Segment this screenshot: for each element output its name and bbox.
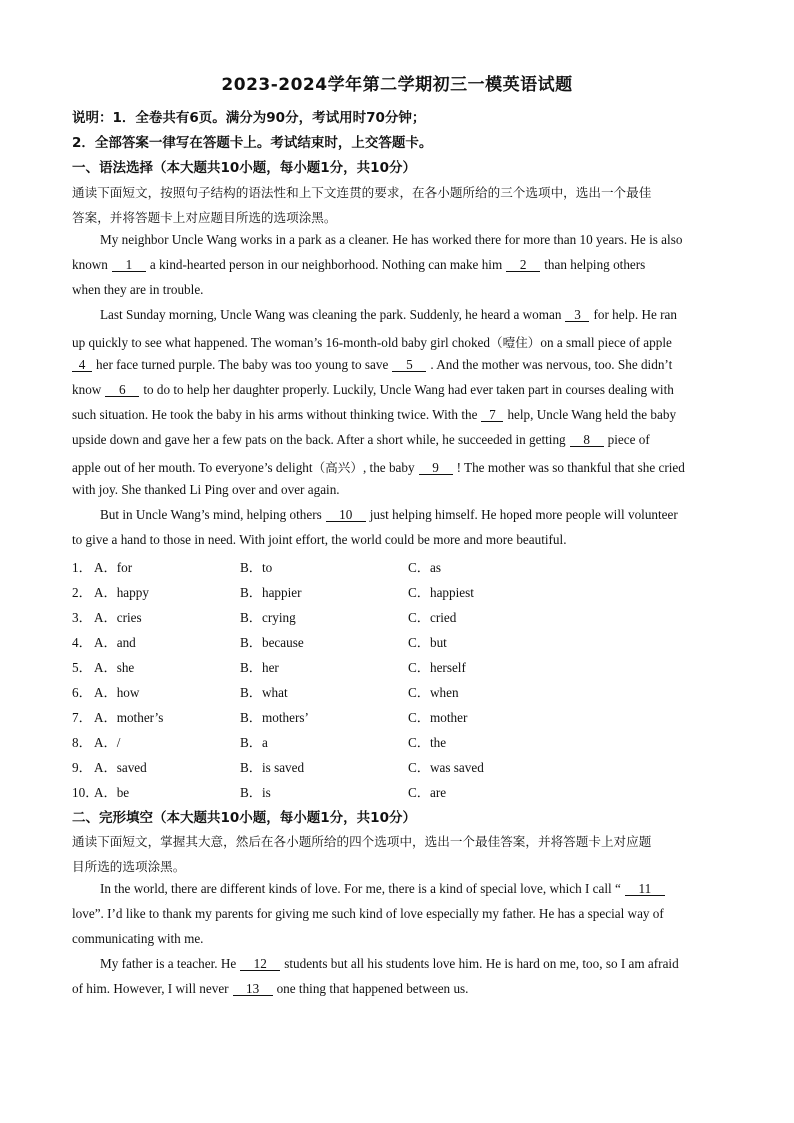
passage-line — [72, 407, 722, 423]
passage-line — [72, 432, 722, 448]
option-c: C．when — [408, 685, 459, 700]
option-a: A．/ — [94, 735, 121, 750]
passage-text: on a small piece of apple — [540, 335, 672, 350]
passage-line — [100, 881, 722, 897]
chinese-gloss: （噎住） — [490, 335, 541, 350]
section-2-instruction-1: 通读下面短文，掌握其大意，然后在各小题所给的四个选项中，选出一个最佳答案，并将答题卡上对应题 — [72, 834, 652, 849]
option-c: C．was saved — [408, 760, 484, 775]
passage-line — [72, 457, 722, 476]
option-a: A．happy — [94, 585, 149, 600]
passage-line — [72, 257, 722, 273]
option-c: C．but — [408, 635, 447, 650]
question-number: 5． — [72, 660, 92, 675]
option-a: A．be — [94, 785, 130, 800]
section-2-instruction-2: 目所选的选项涂黑。 — [72, 859, 186, 874]
blank-7: 7 — [481, 408, 503, 422]
passage-text: ! The mother was so thankful that she cried — [456, 460, 685, 475]
section-1-heading: 一、语法选择（本大题共10小题，每小题1分，共10分） — [72, 160, 416, 176]
passage-text: . And the mother was nervous, too. She didn’t — [430, 357, 673, 372]
option-b: B．mothers’ — [240, 710, 309, 725]
option-c: C．the — [408, 735, 447, 750]
question-number: 7． — [72, 710, 92, 725]
blank-8: 8 — [570, 433, 604, 447]
passage-line: love”. I’d like to thank my parents for giving me such kind of love especially my father. He has a special way of — [72, 906, 664, 921]
passage-text: upside down and gave her a few pats on the back. After a short while, he succeeded in getting — [72, 432, 566, 447]
section-1-instruction-2: 答案，并将答题卡上对应题目所选的选项涂黑。 — [72, 210, 337, 225]
question-number: 8． — [72, 735, 92, 750]
passage-line: when they are in trouble. — [72, 282, 204, 297]
blank-12: 12 — [240, 957, 280, 971]
passage-text: just helping himself. He hoped more people will volunteer — [369, 507, 678, 522]
blank-13: 13 — [233, 982, 273, 996]
page-title: 2023-2024学年第二学期初三一模英语试题 — [221, 75, 573, 95]
blank-4: 4 — [72, 358, 92, 372]
option-b: B．a — [240, 735, 268, 750]
option-a: A．cries — [94, 610, 142, 625]
passage-text: Last Sunday morning, Uncle Wang was cleaning the park. Suddenly, he heard a woman — [100, 307, 562, 322]
passage-text: her face turned purple. The baby was too young to save — [96, 357, 389, 372]
passage-line — [72, 357, 722, 373]
option-c: C．as — [408, 560, 441, 575]
option-b: B．her — [240, 660, 279, 675]
passage-text: , the baby — [362, 460, 415, 475]
passage-line — [100, 507, 722, 523]
option-c: C．happiest — [408, 585, 474, 600]
option-a: A．how — [94, 685, 140, 700]
question-number: 1． — [72, 560, 92, 575]
blank-3: 3 — [565, 308, 589, 322]
question-number: 2． — [72, 585, 92, 600]
option-b: B．crying — [240, 610, 296, 625]
instructions-line-2: 2．全部答案一律写在答题卡上。考试结束时，上交答题卡。 — [72, 135, 433, 151]
passage-text: students but all his students love him. He is hard on me, too, so I am afraid — [284, 956, 679, 971]
question-number: 4． — [72, 635, 92, 650]
passage-text: up quickly to see what happened. The woman’s 16-month-old baby girl choked — [72, 335, 491, 350]
option-c: C．herself — [408, 660, 466, 675]
passage-text: of him. However, I will never — [72, 981, 229, 996]
passage-text: But in Uncle Wang’s mind, helping others — [100, 507, 322, 522]
option-a: A．mother’s — [94, 710, 164, 725]
instructions-line-1: 说明：1．全卷共有6页。满分为90分，考试用时70分钟； — [72, 110, 426, 126]
passage-line — [100, 307, 722, 323]
option-c: C．mother — [408, 710, 468, 725]
blank-10: 10 — [326, 508, 366, 522]
passage-line — [100, 956, 722, 972]
passage-line: My neighbor Uncle Wang works in a park as a cleaner. He has worked there for more than 10 years. He is also — [100, 232, 683, 247]
section-1-instruction-1: 通读下面短文，按照句子结构的语法性和上下文连贯的要求，在各小题所给的三个选项中，选出一个最佳 — [72, 185, 652, 200]
passage-line — [72, 382, 722, 398]
option-b: B．is saved — [240, 760, 305, 775]
passage-line — [72, 981, 722, 997]
option-b: B．happier — [240, 585, 302, 600]
blank-11: 11 — [625, 882, 665, 896]
passage-text: a kind-hearted person in our neighborhood. Nothing can make him — [149, 257, 503, 272]
passage-text: one thing that happened between us. — [276, 981, 469, 996]
passage-text: apple out of her mouth. To everyone’s delight — [72, 460, 313, 475]
question-number: 10． — [72, 785, 99, 800]
question-number: 6． — [72, 685, 92, 700]
passage-line — [72, 332, 722, 351]
passage-text: piece of — [607, 432, 650, 447]
option-a: A．she — [94, 660, 135, 675]
option-a: A．for — [94, 560, 133, 575]
option-c: C．cried — [408, 610, 457, 625]
passage-text: In the world, there are different kinds of love. For me, there is a kind of special love, which I call “ — [100, 881, 621, 896]
passage-text: My father is a teacher. He — [100, 956, 237, 971]
passage-text: to do to help her daughter properly. Luckily, Uncle Wang had ever taken part in courses dealing with — [143, 382, 674, 397]
passage-text: help, Uncle Wang held the baby — [507, 407, 677, 422]
question-number: 3． — [72, 610, 92, 625]
passage-text: for help. He ran — [593, 307, 677, 322]
blank-9: 9 — [419, 461, 453, 475]
question-number: 9． — [72, 760, 92, 775]
blank-5: 5 — [392, 358, 426, 372]
passage-line: to give a hand to those in need. With joint effort, the world could be more and more beautiful. — [72, 532, 567, 547]
blank-6: 6 — [105, 383, 139, 397]
chinese-gloss: （高兴） — [312, 460, 363, 475]
passage-text: known — [72, 257, 108, 272]
option-a: A．saved — [94, 760, 147, 775]
section-2-heading: 二、完形填空（本大题共10小题，每小题1分，共10分） — [72, 810, 416, 826]
blank-1: 1 — [112, 258, 146, 272]
option-c: C．are — [408, 785, 447, 800]
passage-line: with joy. She thanked Li Ping over and over again. — [72, 482, 340, 497]
option-b: B．because — [240, 635, 304, 650]
passage-text: such situation. He took the baby in his arms without thinking twice. With the — [72, 407, 478, 422]
passage-text: than helping others — [544, 257, 646, 272]
option-b: B．to — [240, 560, 273, 575]
option-b: B．is — [240, 785, 271, 800]
option-a: A．and — [94, 635, 136, 650]
passage-text: know — [72, 382, 102, 397]
option-b: B．what — [240, 685, 288, 700]
passage-line: communicating with me. — [72, 931, 204, 946]
blank-2: 2 — [506, 258, 540, 272]
